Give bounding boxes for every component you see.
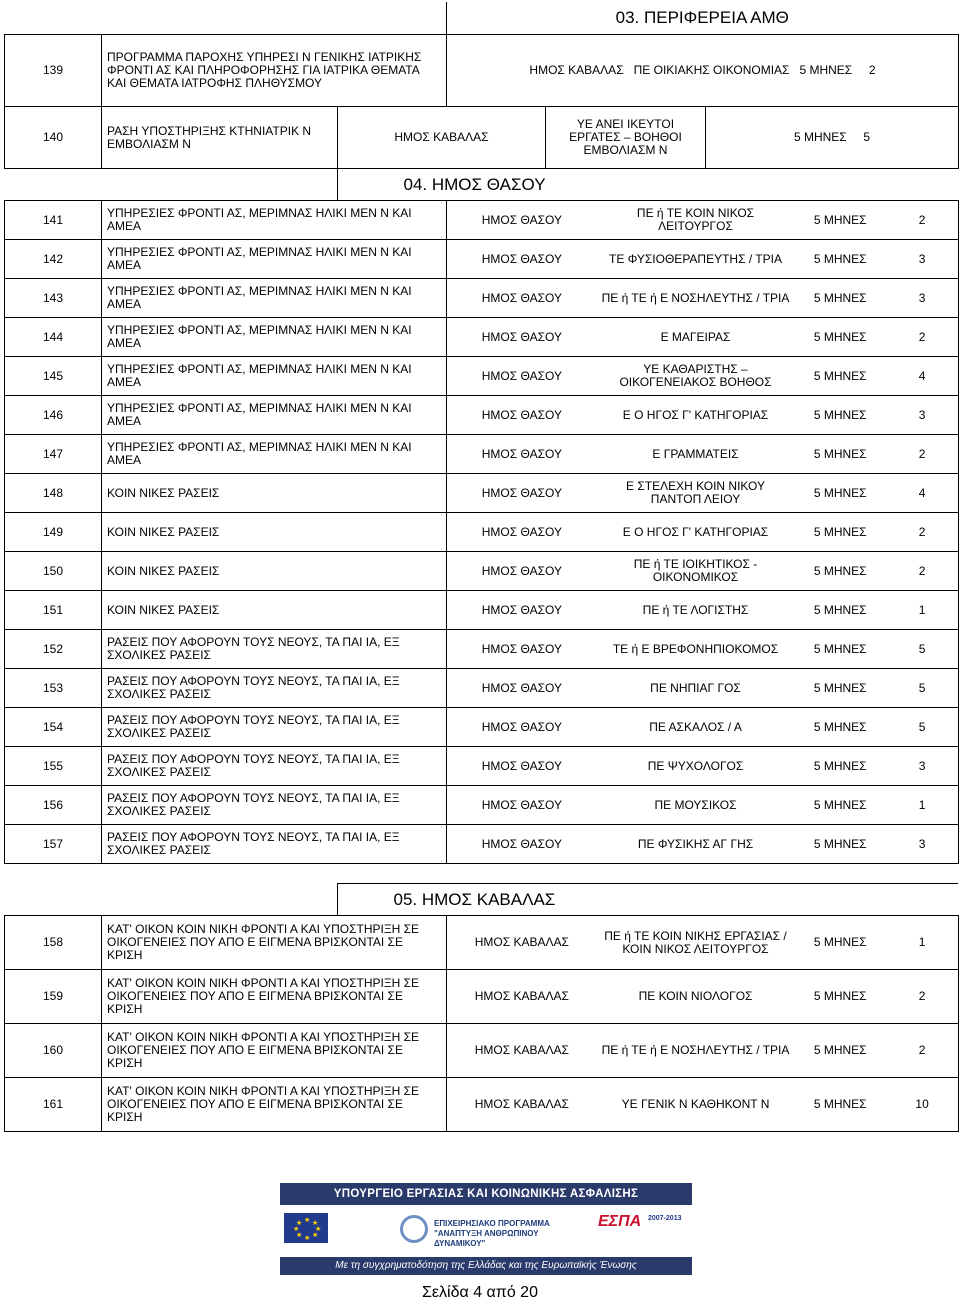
program-cell: ΡΑΣΕΙΣ ΠΟΥ ΑΦΟΡΟΥΝ ΤΟΥΣ ΝΕΟΥΣ, ΤΑ ΠΑΙ ΙΑ, ΕΞ ΣΧΟΛΙΚΕΣ ΡΑΣΕΙΣ xyxy=(102,708,447,747)
duration-text: 5 ΜΗΝΕΣ xyxy=(813,368,867,383)
body-text: ΗΜΟΣ ΚΑΒΑΛΑΣ xyxy=(474,989,569,1003)
spec-text: ΠΕ ΚΟΙΝ ΝΙΟΛΟΓΟΣ xyxy=(638,989,753,1003)
op-line-2: "ΑΝΑΠΤΥΞΗ ΑΝΘΡΩΠΙΝΟΥ ΔΥΝΑΜΙΚΟΥ" xyxy=(434,1229,539,1248)
body-text: ΗΜΟΣ ΘΑΣΟΥ xyxy=(481,758,562,773)
row-number: 161 xyxy=(5,1078,102,1132)
details-cell xyxy=(447,35,959,107)
row-number: 142 xyxy=(5,240,102,279)
program-cell: ΚΟΙΝ ΝΙΚΕΣ ΡΑΣΕΙΣ xyxy=(102,513,447,552)
table-row xyxy=(5,669,959,708)
count-text: 5 xyxy=(918,680,926,695)
program-cell: ΡΑΣΕΙΣ ΠΟΥ ΑΦΟΡΟΥΝ ΤΟΥΣ ΝΕΟΥΣ, ΤΑ ΠΑΙ ΙΑ, ΕΞ ΣΧΟΛΙΚΕΣ ΡΑΣΕΙΣ xyxy=(102,786,447,825)
table-section-04 xyxy=(4,200,959,864)
body-text: ΗΜΟΣ ΘΑΣΟΥ xyxy=(481,212,562,227)
program-cell: ΚΑΤ' ΟΙΚΟΝ ΚΟΙΝ ΝΙΚΗ ΦΡΟΝΤΙ Α ΚΑΙ ΥΠΟΣΤΗΡΙΞΗ ΣΕ ΟΙΚΟΓΕΝΕΙΕΣ ΠΟΥ ΑΠΟ Ε ΕΙΓΜΕΝΑ ΒΡΙΣΚΟΝΤΑΙ ΣΕ ΚΡΙΣΗ xyxy=(102,1024,447,1078)
spec-text: Ε ΓΡΑΜΜΑΤΕΙΣ xyxy=(652,446,739,461)
spec-text: ΠΕ ΜΟΥΣΙΚΟΣ xyxy=(654,797,737,812)
body-text: ΗΜΟΣ ΚΑΒΑΛΑΣ xyxy=(474,1097,569,1111)
table-section-05 xyxy=(4,915,959,1132)
duration-text: 5 ΜΗΝΕΣ xyxy=(813,797,867,812)
table-row xyxy=(5,107,959,169)
details-cell xyxy=(447,1078,959,1132)
count-text: 2 xyxy=(918,524,926,539)
program-cell: ΚΟΙΝ ΝΙΚΕΣ ΡΑΣΕΙΣ xyxy=(102,474,447,513)
spec-text: ΤΕ ή Ε ΒΡΕΦΟΝΗΠΙΟΚΟΜΟΣ xyxy=(612,641,779,656)
count-text: 5 xyxy=(863,130,871,144)
count-text: 2 xyxy=(918,212,926,227)
table-row xyxy=(5,1078,959,1132)
program-cell: ΚΑΤ' ΟΙΚΟΝ ΚΟΙΝ ΝΙΚΗ ΦΡΟΝΤΙ Α ΚΑΙ ΥΠΟΣΤΗΡΙΞΗ ΣΕ ΟΙΚΟΓΕΝΕΙΕΣ ΠΟΥ ΑΠΟ Ε ΕΙΓΜΕΝΑ ΒΡΙΣΚΟΝΤΑΙ ΣΕ ΚΡΙΣΗ xyxy=(102,1078,447,1132)
spec-text: ΠΕ ΝΗΠΙΑΓ ΓΟΣ xyxy=(650,680,741,695)
details-cell xyxy=(447,747,959,786)
row-number: 154 xyxy=(5,708,102,747)
body-text: ΗΜΟΣ ΘΑΣΟΥ xyxy=(481,368,562,383)
cofunding-motto: Με τη συγχρηματοδότηση της Ελλάδας και της Ευρωπαϊκής Ένωσης xyxy=(280,1257,692,1275)
table-row xyxy=(5,318,959,357)
row-number: 145 xyxy=(5,357,102,396)
count-text: 1 xyxy=(918,935,926,949)
row-number: 159 xyxy=(5,970,102,1024)
count-text: 5 xyxy=(918,641,926,656)
details-cell xyxy=(447,318,959,357)
duration-text: 5 ΜΗΝΕΣ xyxy=(813,989,867,1003)
ministry-bar: ΥΠΟΥΡΓΕΙΟ ΕΡΓΑΣΙΑΣ ΚΑΙ ΚΟΙΝΩΝΙΚΗΣ ΑΣΦΑΛΙΣΗΣ xyxy=(280,1183,692,1205)
body-text: ΗΜΟΣ ΘΑΣΟΥ xyxy=(481,836,562,851)
table-row xyxy=(5,708,959,747)
body-text: ΗΜΟΣ ΘΑΣΟΥ xyxy=(481,485,562,500)
program-cell: ΚΑΤ' ΟΙΚΟΝ ΚΟΙΝ ΝΙΚΗ ΦΡΟΝΤΙ Α ΚΑΙ ΥΠΟΣΤΗΡΙΞΗ ΣΕ ΟΙΚΟΓΕΝΕΙΕΣ ΠΟΥ ΑΠΟ Ε ΕΙΓΜΕΝΑ ΒΡΙΣΚΟΝΤΑΙ ΣΕ ΚΡΙΣΗ xyxy=(102,970,447,1024)
table-row xyxy=(5,35,959,107)
section-heading-05: 05. ΗΜΟΣ ΚΑΒΑΛΑΣ xyxy=(337,884,958,916)
details-cell xyxy=(447,279,959,318)
duration-text: 5 ΜΗΝΕΣ xyxy=(813,836,867,851)
spec-text: ΠΕ ΦΥΣΙΚΗΣ ΑΓ ΓΗΣ xyxy=(637,836,754,851)
body-text: ΗΜΟΣ ΘΑΣΟΥ xyxy=(481,290,562,305)
op-line-1: ΕΠΙΧΕΙΡΗΣΙΑΚΟ ΠΡΟΓΡΑΜΜΑ xyxy=(434,1219,550,1228)
count-text: 1 xyxy=(918,602,926,617)
empty-cell xyxy=(4,884,101,916)
body-text: ΗΜΟΣ ΘΑΣΟΥ xyxy=(481,797,562,812)
program-cell: ΥΠΗΡΕΣΙΕΣ ΦΡΟΝΤΙ ΑΣ, ΜΕΡΙΜΝΑΣ ΗΛΙΚΙ ΜΕΝ Ν ΚΑΙ ΑΜΕΑ xyxy=(102,435,447,474)
empty-cell xyxy=(101,169,337,201)
body-text: ΗΜΟΣ ΚΑΒΑΛΑΣ xyxy=(474,935,569,949)
program-cell: ΥΠΗΡΕΣΙΕΣ ΦΡΟΝΤΙ ΑΣ, ΜΕΡΙΜΝΑΣ ΗΛΙΚΙ ΜΕΝ Ν ΚΑΙ ΑΜΕΑ xyxy=(102,279,447,318)
row-number: 141 xyxy=(5,201,102,240)
duration-text: 5 ΜΗΝΕΣ xyxy=(813,1097,867,1111)
op-title xyxy=(434,1219,590,1249)
details-cell xyxy=(447,786,959,825)
row-number: 147 xyxy=(5,435,102,474)
row-number: 153 xyxy=(5,669,102,708)
duration-text: 5 ΜΗΝΕΣ xyxy=(813,563,867,578)
body-cell: ΗΜΟΣ ΚΑΒΑΛΑΣ xyxy=(338,107,546,169)
table-row xyxy=(5,1024,959,1078)
duration-text: 5 ΜΗΝΕΣ xyxy=(813,485,867,500)
funding-banner xyxy=(280,1183,692,1280)
espa-years: 2007-2013 xyxy=(648,1215,682,1222)
row-number: 155 xyxy=(5,747,102,786)
row-number: 143 xyxy=(5,279,102,318)
table-row xyxy=(5,279,959,318)
spec-text: ΥΕ ΚΑΘΑΡΙΣΤΗΣ – ΟΙΚΟΓΕΝΕΙΑΚΟΣ ΒΟΗΘΟΣ xyxy=(619,362,772,389)
spec-text: ΠΕ ή ΤΕ ή Ε ΝΟΣΗΛΕΥΤΗΣ / ΤΡΙΑ xyxy=(601,290,790,305)
duration-text: 5 ΜΗΝΕΣ xyxy=(813,251,867,266)
details-cell xyxy=(447,474,959,513)
details-cell xyxy=(447,970,959,1024)
count-text: 2 xyxy=(918,989,926,1003)
row-number: 144 xyxy=(5,318,102,357)
spec-text: Ε Ο ΗΓΟΣ Γ' ΚΑΤΗΓΟΡΙΑΣ xyxy=(622,524,769,539)
row-number: 152 xyxy=(5,630,102,669)
duration-count-cell xyxy=(706,107,959,169)
espa-label: ΕΣΠΑ xyxy=(598,1213,642,1230)
details-cell xyxy=(447,357,959,396)
count-text: 3 xyxy=(918,290,926,305)
op-logo xyxy=(400,1215,590,1247)
table-row xyxy=(5,970,959,1024)
details-cell xyxy=(447,916,959,970)
eu-flag-icon: ★ ★ ★ ★ ★ ★ ★ ★ xyxy=(284,1213,328,1243)
body-text: ΗΜΟΣ ΘΑΣΟΥ xyxy=(481,641,562,656)
empty-cell xyxy=(4,169,101,201)
spec-text: ΥΕ ΓΕΝΙΚ Ν ΚΑΘΗΚΟΝΤ Ν xyxy=(621,1097,770,1111)
body-text: ΗΜΟΣ ΘΑΣΟΥ xyxy=(481,719,562,734)
section-heading-03: 03. ΠΕΡΙΦΕΡΕΙΑ ΑΜΘ xyxy=(446,2,958,34)
spec-text: ΠΕ ΑΣΚΑΛΟΣ / Α xyxy=(649,719,742,734)
duration-text: 5 ΜΗΝΕΣ xyxy=(813,524,867,539)
row-number: 158 xyxy=(5,916,102,970)
empty-cell xyxy=(101,884,337,916)
table-section-05-heading xyxy=(4,883,958,916)
details-cell xyxy=(447,591,959,630)
count-text: 3 xyxy=(918,836,926,851)
duration-text: 5 ΜΗΝΕΣ xyxy=(813,680,867,695)
spec-text: ΠΕ ή ΤΕ ΚΟΙΝ ΝΙΚΟΣ ΛΕΙΤΟΥΡΓΟΣ xyxy=(636,206,755,233)
table-section-04-heading xyxy=(4,168,958,201)
row-number: 150 xyxy=(5,552,102,591)
program-cell: ΚΟΙΝ ΝΙΚΕΣ ΡΑΣΕΙΣ xyxy=(102,591,447,630)
table-row xyxy=(5,591,959,630)
spec-text: ΠΕ ή ΤΕ ή Ε ΝΟΣΗΛΕΥΤΗΣ / ΤΡΙΑ xyxy=(601,1043,790,1057)
table-row xyxy=(5,396,959,435)
table-row xyxy=(5,201,959,240)
program-cell: ΠΡΟΓΡΑΜΜΑ ΠΑΡΟΧΗΣ ΥΠΗΡΕΣΙ Ν ΓΕΝΙΚΗΣ ΙΑΤΡΙΚΗΣ ΦΡΟΝΤΙ ΑΣ ΚΑΙ ΠΛΗΡΟΦΟΡΗΣΗΣ ΓΙΑ ΙΑΤΡΙΚΑ ΘΕΜΑΤΑ ΚΑΙ ΘΕΜΑΤΑ ΙΑΤΡΟΦΗΣ ΠΛΗΘΥΣΜΟΥ xyxy=(102,35,447,107)
details-cell xyxy=(447,708,959,747)
table-row xyxy=(5,786,959,825)
count-text: 3 xyxy=(918,251,926,266)
body-text: ΗΜΟΣ ΘΑΣΟΥ xyxy=(481,602,562,617)
spec-text: ΠΕ ΟΙΚΙΑΚΗΣ ΟΙΚΟΝΟΜΙΑΣ xyxy=(633,63,790,77)
table-row xyxy=(5,552,959,591)
spec-text: Ε ΣΤΕΛΕΧΗ ΚΟΙΝ ΝΙΚΟΥ ΠΑΝΤΟΠ ΛΕΙΟΥ xyxy=(626,479,766,506)
duration-text: 5 ΜΗΝΕΣ xyxy=(813,290,867,305)
table-row xyxy=(5,825,959,864)
program-cell: ΥΠΗΡΕΣΙΕΣ ΦΡΟΝΤΙ ΑΣ, ΜΕΡΙΜΝΑΣ ΗΛΙΚΙ ΜΕΝ Ν ΚΑΙ ΑΜΕΑ xyxy=(102,318,447,357)
count-text: 2 xyxy=(918,329,926,344)
details-cell xyxy=(447,1024,959,1078)
spec-text: ΤΕ ΦΥΣΙΟΘΕΡΑΠΕΥΤΗΣ / ΤΡΙΑ xyxy=(609,251,782,266)
count-text: 1 xyxy=(918,797,926,812)
empty-cell xyxy=(4,2,101,34)
spec-text: ΠΕ ή ΤΕ ΙΟΙΚΗΤΙΚΟΣ - ΟΙΚΟΝΟΜΙΚΟΣ xyxy=(633,557,758,584)
table-row xyxy=(5,747,959,786)
body-text: ΗΜΟΣ ΘΑΣΟΥ xyxy=(481,329,562,344)
program-cell: ΡΑΣΕΙΣ ΠΟΥ ΑΦΟΡΟΥΝ ΤΟΥΣ ΝΕΟΥΣ, ΤΑ ΠΑΙ ΙΑ, ΕΞ ΣΧΟΛΙΚΕΣ ΡΑΣΕΙΣ xyxy=(102,825,447,864)
count-text: 2 xyxy=(918,446,926,461)
program-cell: ΥΠΗΡΕΣΙΕΣ ΦΡΟΝΤΙ ΑΣ, ΜΕΡΙΜΝΑΣ ΗΛΙΚΙ ΜΕΝ Ν ΚΑΙ ΑΜΕΑ xyxy=(102,396,447,435)
spec-text: ΠΕ ΨΥΧΟΛΟΓΟΣ xyxy=(647,758,744,773)
count-text: 4 xyxy=(918,485,926,500)
details-cell xyxy=(447,669,959,708)
row-number: 148 xyxy=(5,474,102,513)
row-number: 140 xyxy=(5,107,102,169)
empty-cell xyxy=(101,2,446,34)
duration-text: 5 ΜΗΝΕΣ xyxy=(813,758,867,773)
table-row xyxy=(5,630,959,669)
body-text: ΗΜΟΣ ΘΑΣΟΥ xyxy=(481,524,562,539)
body-text: ΗΜΟΣ ΘΑΣΟΥ xyxy=(481,446,562,461)
details-cell xyxy=(447,513,959,552)
program-cell: ΚΑΤ' ΟΙΚΟΝ ΚΟΙΝ ΝΙΚΗ ΦΡΟΝΤΙ Α ΚΑΙ ΥΠΟΣΤΗΡΙΞΗ ΣΕ ΟΙΚΟΓΕΝΕΙΕΣ ΠΟΥ ΑΠΟ Ε ΕΙΓΜΕΝΑ ΒΡΙΣΚΟΝΤΑΙ ΣΕ ΚΡΙΣΗ xyxy=(102,916,447,970)
duration-text: 5 ΜΗΝΕΣ xyxy=(813,212,867,227)
program-cell: ΡΑΣΕΙΣ ΠΟΥ ΑΦΟΡΟΥΝ ΤΟΥΣ ΝΕΟΥΣ, ΤΑ ΠΑΙ ΙΑ, ΕΞ ΣΧΟΛΙΚΕΣ ΡΑΣΕΙΣ xyxy=(102,669,447,708)
count-text: 4 xyxy=(918,368,926,383)
duration-text: 5 ΜΗΝΕΣ xyxy=(813,407,867,422)
duration-text: 5 ΜΗΝΕΣ xyxy=(799,63,853,77)
details-cell xyxy=(447,630,959,669)
table-row xyxy=(5,435,959,474)
program-cell: ΡΑΣΕΙΣ ΠΟΥ ΑΦΟΡΟΥΝ ΤΟΥΣ ΝΕΟΥΣ, ΤΑ ΠΑΙ ΙΑ, ΕΞ ΣΧΟΛΙΚΕΣ ΡΑΣΕΙΣ xyxy=(102,747,447,786)
table-section-03-row140 xyxy=(4,106,959,169)
count-text: 2 xyxy=(918,1043,926,1057)
duration-text: 5 ΜΗΝΕΣ xyxy=(813,602,867,617)
duration-text: 5 ΜΗΝΕΣ xyxy=(813,1043,867,1057)
row-number: 157 xyxy=(5,825,102,864)
body-text: ΗΜΟΣ ΘΑΣΟΥ xyxy=(481,407,562,422)
spec-cell: ΥΕ ΑΝΕΙ ΙΚΕΥΤΟΙ ΕΡΓΑΤΕΣ – ΒΟΗΘΟΙ ΕΜΒΟΛΙΑΣΜ Ν xyxy=(546,107,706,169)
program-cell: ΡΑΣΕΙΣ ΠΟΥ ΑΦΟΡΟΥΝ ΤΟΥΣ ΝΕΟΥΣ, ΤΑ ΠΑΙ ΙΑ, ΕΞ ΣΧΟΛΙΚΕΣ ΡΑΣΕΙΣ xyxy=(102,630,447,669)
row-number: 156 xyxy=(5,786,102,825)
table-row xyxy=(5,357,959,396)
count-text: 5 xyxy=(918,719,926,734)
duration-text: 5 ΜΗΝΕΣ xyxy=(813,641,867,656)
details-cell xyxy=(447,552,959,591)
body-text: ΗΜΟΣ ΚΑΒΑΛΑΣ xyxy=(474,1043,569,1057)
duration-text: 5 ΜΗΝΕΣ xyxy=(813,719,867,734)
duration-text: 5 ΜΗΝΕΣ xyxy=(813,329,867,344)
details-cell xyxy=(447,240,959,279)
program-cell: ΡΑΣΗ ΥΠΟΣΤΗΡΙΞΗΣ ΚΤΗΝΙΑΤΡΙΚ Ν ΕΜΒΟΛΙΑΣΜ Ν xyxy=(102,107,338,169)
duration-text: 5 ΜΗΝΕΣ xyxy=(813,446,867,461)
program-cell: ΥΠΗΡΕΣΙΕΣ ΦΡΟΝΤΙ ΑΣ, ΜΕΡΙΜΝΑΣ ΗΛΙΚΙ ΜΕΝ Ν ΚΑΙ ΑΜΕΑ xyxy=(102,201,447,240)
count-text: 3 xyxy=(918,407,926,422)
body-text: ΗΜΟΣ ΘΑΣΟΥ xyxy=(481,251,562,266)
spec-text: Ε Ο ΗΓΟΣ Γ' ΚΑΤΗΓΟΡΙΑΣ xyxy=(622,407,769,422)
table-row xyxy=(5,513,959,552)
details-cell xyxy=(447,201,959,240)
table-row xyxy=(5,474,959,513)
row-number: 149 xyxy=(5,513,102,552)
page-number: Σελίδα 4 από 20 xyxy=(422,1284,538,1301)
body-text: ΗΜΟΣ ΘΑΣΟΥ xyxy=(481,680,562,695)
spec-text: ΠΕ ή ΤΕ ΚΟΙΝ ΝΙΚΗΣ ΕΡΓΑΣΙΑΣ / ΚΟΙΝ ΝΙΚΟΣ ΛΕΙΤΟΥΡΓΟΣ xyxy=(604,928,787,956)
compass-icon xyxy=(400,1215,428,1243)
row-number: 146 xyxy=(5,396,102,435)
program-cell: ΚΟΙΝ ΝΙΚΕΣ ΡΑΣΕΙΣ xyxy=(102,552,447,591)
details-cell xyxy=(447,825,959,864)
table-row xyxy=(5,916,959,970)
count-text: 2 xyxy=(918,563,926,578)
duration-text: 5 ΜΗΝΕΣ xyxy=(813,935,867,949)
program-cell: ΥΠΗΡΕΣΙΕΣ ΦΡΟΝΤΙ ΑΣ, ΜΕΡΙΜΝΑΣ ΗΛΙΚΙ ΜΕΝ Ν ΚΑΙ ΑΜΕΑ xyxy=(102,240,447,279)
spec-text: Ε ΜΑΓΕΙΡΑΣ xyxy=(660,329,731,344)
row-number: 151 xyxy=(5,591,102,630)
spec-text: ΠΕ ή ΤΕ ΛΟΓΙΣΤΗΣ xyxy=(642,602,749,617)
espa-logo xyxy=(598,1213,684,1247)
duration-text: 5 ΜΗΝΕΣ xyxy=(793,130,847,144)
row-number: 160 xyxy=(5,1024,102,1078)
program-cell: ΥΠΗΡΕΣΙΕΣ ΦΡΟΝΤΙ ΑΣ, ΜΕΡΙΜΝΑΣ ΗΛΙΚΙ ΜΕΝ Ν ΚΑΙ ΑΜΕΑ xyxy=(102,357,447,396)
row-number: 139 xyxy=(5,35,102,107)
section-heading-04: 04. ΗΜΟΣ ΘΑΣΟΥ xyxy=(337,169,958,201)
table-section-03 xyxy=(4,2,958,35)
details-cell xyxy=(447,396,959,435)
count-text: 3 xyxy=(918,758,926,773)
count-text: 10 xyxy=(915,1097,929,1111)
body-text: ΗΜΟΣ ΘΑΣΟΥ xyxy=(481,563,562,578)
count-text: 2 xyxy=(868,63,876,77)
table-section-03-rows xyxy=(4,34,959,107)
body-text: ΗΜΟΣ ΚΑΒΑΛΑΣ xyxy=(529,63,624,77)
details-cell xyxy=(447,435,959,474)
table-row xyxy=(5,240,959,279)
